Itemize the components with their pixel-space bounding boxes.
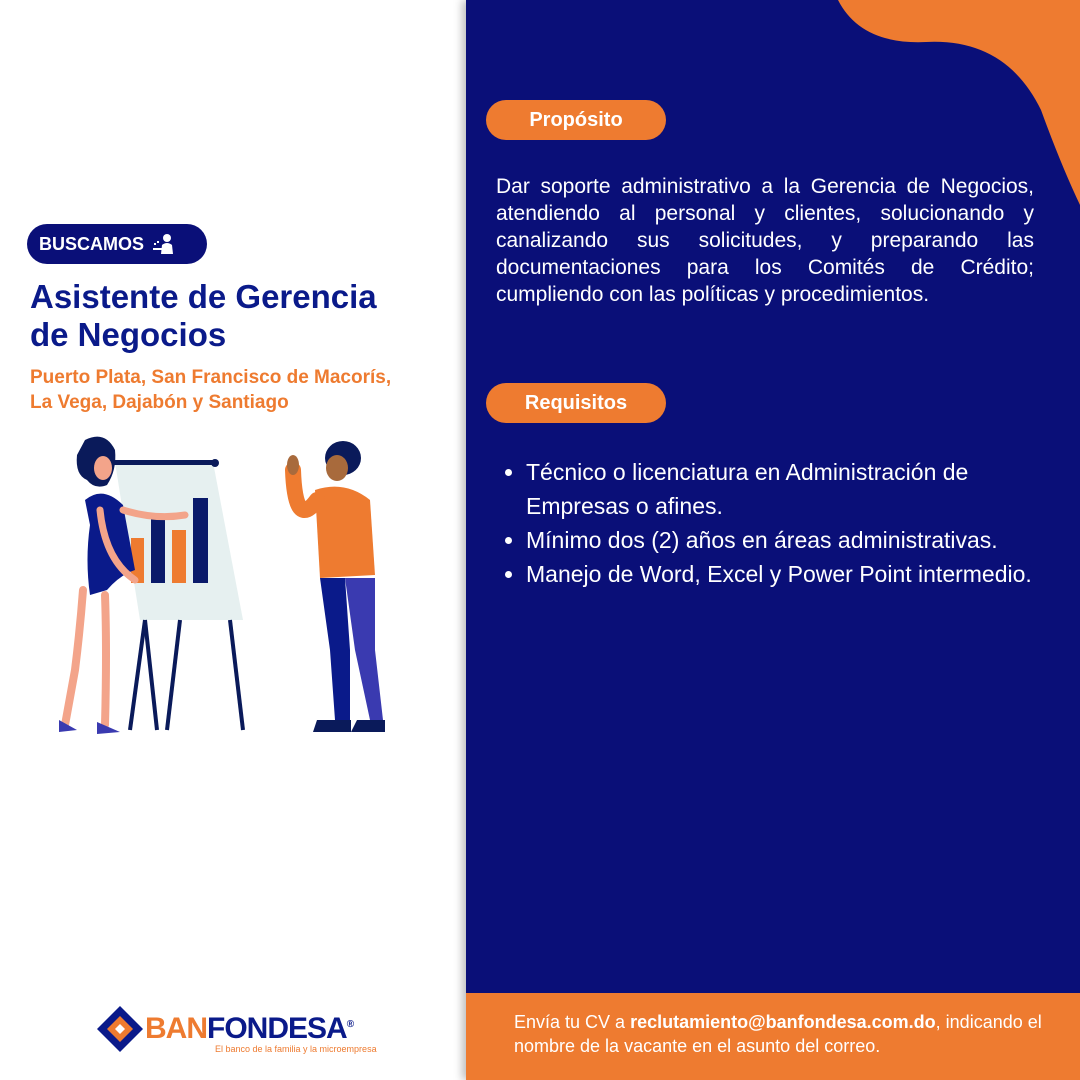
man-figure xyxy=(287,441,385,732)
proposito-heading: Propósito xyxy=(486,100,666,140)
footer-text xyxy=(514,1010,1054,1058)
footer-band xyxy=(466,993,1080,1080)
logo-tagline: El banco de la familia y la microempresa xyxy=(215,1044,377,1054)
banfondesa-logo xyxy=(95,1000,385,1060)
chart-bar-4 xyxy=(193,498,208,583)
footer-prefix: Envía tu CV a xyxy=(514,1012,631,1032)
job-title-line2: de Negocios xyxy=(30,316,227,353)
requisito-item: • Manejo de Word, Excel y Power Point intermedio. xyxy=(526,557,1066,591)
banfondesa-logo-icon xyxy=(95,1004,145,1054)
presentation-illustration xyxy=(45,430,395,740)
requisitos-list xyxy=(496,455,1066,591)
proposito-text: Dar soporte administrativo a la Gerencia de Negocios, atendiendo al personal y clientes, solucionando y canalizando sus solicitudes, y preparando las documentaciones para los Comités de Crédito; cumpliendo con las políticas y procedimientos. xyxy=(496,175,1034,306)
job-title xyxy=(30,278,450,354)
job-locations xyxy=(30,365,460,415)
job-title-line1: Asistente de Gerencia xyxy=(30,278,377,315)
flipchart-bar xyxy=(105,460,215,465)
left-panel xyxy=(0,0,466,1080)
logo-wordmark xyxy=(145,1012,353,1046)
badge-label: BUSCAMOS xyxy=(39,233,145,254)
person-at-desk-icon xyxy=(152,233,176,255)
requisitos-heading: Requisitos xyxy=(486,383,666,423)
right-panel xyxy=(466,0,1080,1080)
locations-line2: La Vega, Dajabón y Santiago xyxy=(30,392,289,413)
chart-bar-3 xyxy=(172,530,186,583)
buscamos-badge xyxy=(27,224,207,264)
logo-fondesa: FONDESA xyxy=(207,1012,347,1045)
logo-ban: BAN xyxy=(145,1012,207,1045)
requisito-item: • Técnico o licenciatura en Administración de Empresas o afines. xyxy=(526,455,1066,523)
locations-line1: Puerto Plata, San Francisco de Macorís, xyxy=(30,367,392,388)
logo-registered: ® xyxy=(346,1019,354,1030)
requisito-item: • Mínimo dos (2) años en áreas administrativas. xyxy=(526,523,1066,557)
footer-email[interactable]: reclutamiento@banfondesa.com.do xyxy=(630,1012,936,1032)
footer-suffix: , indicando el nombre de la vacante en el asunto del correo. xyxy=(514,1012,1042,1056)
chart-bar-2 xyxy=(151,518,165,583)
